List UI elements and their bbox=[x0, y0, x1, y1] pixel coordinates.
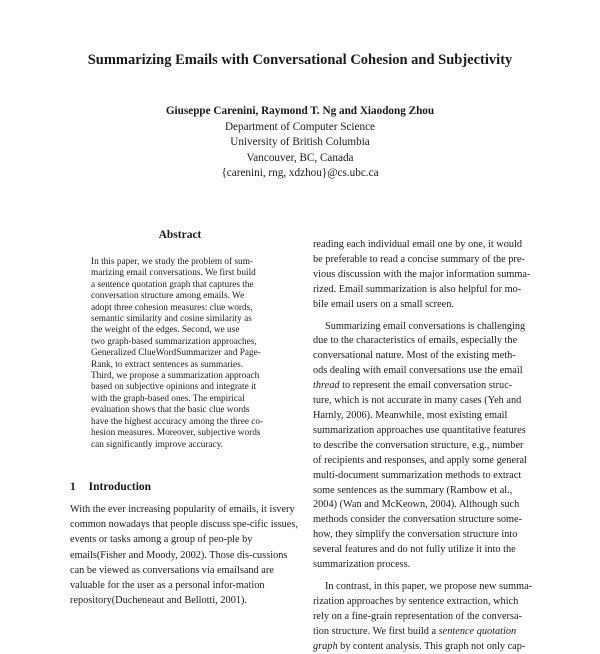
right-column-body bbox=[313, 238, 545, 654]
text-line: to describe the conversation structure, e.g., number bbox=[313, 439, 524, 451]
text-line: based on subjective opinions and integrate it bbox=[91, 382, 257, 393]
text-line: Third, we propose a summarization approach bbox=[91, 371, 260, 382]
text-line: thread to represent the email conversation struc- bbox=[313, 380, 513, 392]
text-line: ods dealing with email conversations use the email bbox=[313, 365, 523, 377]
text-line: mation repository(Ducheneaut and Bellotti, 2001). bbox=[70, 580, 265, 607]
text-line: and are valuable for the user as a personal infor- bbox=[70, 564, 274, 592]
abstract-heading: Abstract bbox=[158, 229, 202, 241]
paragraph-3 bbox=[313, 580, 545, 654]
text-line: In this paper, we study the problem of sum- bbox=[91, 257, 254, 267]
text-line: tion structure. We first build a sentence quotation bbox=[313, 625, 517, 637]
text-line: due to the characteristics of emails, especially the bbox=[313, 335, 518, 347]
author-names: Giuseppe Carenini, Raymond T. Ng and Xiaodong Zhou bbox=[165, 105, 435, 117]
text-line: Rank, to extract sentences as summaries. bbox=[91, 359, 244, 370]
author-emails: {carenini, rng, xdzhou}@cs.ubc.ca bbox=[221, 167, 379, 179]
emphasized-term: sentence quotation bbox=[438, 625, 517, 637]
text-line: reading each individual email one by one, it would bbox=[313, 239, 523, 250]
text-line: bile email users on a small screen. bbox=[313, 298, 454, 310]
affiliation-university: University of British Columbia bbox=[230, 136, 370, 148]
text-line: of recipients and responses, and apply some general bbox=[313, 454, 527, 466]
paper-title: Summarizing Emails with Conversational Cohesion and Subjectivity bbox=[87, 52, 513, 68]
text-line: In contrast, in this paper, we propose new summa- bbox=[325, 580, 533, 592]
text-line: cussions can be viewed as conversations via emails bbox=[70, 549, 288, 576]
text-line: graph by content analysis. This graph not only cap- bbox=[313, 640, 526, 652]
text-line: 2004) (Wan and McKeown, 2004). Although such bbox=[313, 499, 520, 511]
emphasized-term: thread bbox=[313, 380, 340, 392]
text-line: rized. Email summarization is also helpful for mo- bbox=[313, 283, 522, 295]
text-line: Generalized ClueWordSummarizer and Page- bbox=[91, 348, 261, 359]
author-block bbox=[0, 104, 600, 182]
text-line: the weight of the edges. Second, we use bbox=[91, 325, 240, 336]
text-line: conversation structure among emails. We bbox=[91, 291, 245, 302]
paragraph-1 bbox=[313, 238, 545, 313]
section-title: Introduction bbox=[88, 481, 152, 493]
text-line: very common nowadays that people discuss spe- bbox=[70, 504, 295, 531]
abstract-body bbox=[91, 257, 281, 451]
text-line: summarization approaches use quantitative features bbox=[313, 424, 526, 436]
text-line: can significantly improve accuracy. bbox=[91, 439, 224, 450]
section-heading-introduction bbox=[70, 481, 151, 493]
text-line: methods consider the conversation structure some- bbox=[313, 514, 523, 526]
text-line: ple by emails(Fisher and Moody, 2002). Those dis- bbox=[70, 534, 253, 561]
text-line: evaluation shows that the basic clue words bbox=[91, 405, 250, 416]
text-line: how, they simplify the conversation structure into bbox=[313, 529, 518, 541]
text-line: marizing email conversations. We first build bbox=[91, 268, 256, 279]
text-line: adopt three cohesion measures: clue words, bbox=[91, 302, 253, 313]
text-line: rely on a fine-grain representation of the conversa- bbox=[313, 610, 522, 622]
text-line: multi-document summarization methods to extract bbox=[313, 469, 522, 481]
text-line: hesion measures. Moreover, subjective words bbox=[91, 428, 261, 439]
introduction-body bbox=[70, 502, 300, 608]
paragraph-2 bbox=[313, 320, 545, 573]
affiliation-location: Vancouver, BC, Canada bbox=[246, 151, 354, 164]
text-line: with the graph-based ones. The empirical bbox=[91, 393, 245, 404]
text-line: conversational nature. Most of the existing meth- bbox=[313, 350, 516, 362]
text-line: Harnly, 2006). Meanwhile, most existing email bbox=[313, 409, 508, 421]
text-line: ture, which is not accurate in many cases (Yeh and bbox=[313, 395, 522, 407]
text-line: semantic similarity and cosine similarity as bbox=[91, 314, 252, 325]
text-line: Summarizing email conversations is challenging bbox=[325, 320, 526, 332]
text-line: several features and do not fully utilize it into the bbox=[313, 544, 516, 556]
text-line: cific issues, events or tasks among a group of peo- bbox=[70, 519, 298, 546]
text-line: some sentences as the summary (Rambow et al., bbox=[313, 484, 513, 496]
emphasized-term: graph bbox=[313, 640, 338, 652]
text-line: be preferable to read a concise summary of the pre- bbox=[313, 253, 525, 265]
affiliation-department: Department of Computer Science bbox=[224, 120, 376, 133]
text-line: vious discussion with the major information summa- bbox=[313, 268, 531, 280]
text-line: summarization process. bbox=[313, 559, 411, 571]
text-line: rization approaches by sentence extraction, which bbox=[313, 595, 519, 607]
text-line: a sentence quotation graph that captures the bbox=[91, 279, 254, 290]
text-line: have the highest accuracy among the three co- bbox=[91, 416, 264, 427]
section-number: 1 bbox=[70, 481, 76, 493]
text-line: two graph-based summarization approaches, bbox=[91, 336, 257, 347]
text-line: With the ever increasing popularity of emails, it is bbox=[70, 504, 277, 515]
